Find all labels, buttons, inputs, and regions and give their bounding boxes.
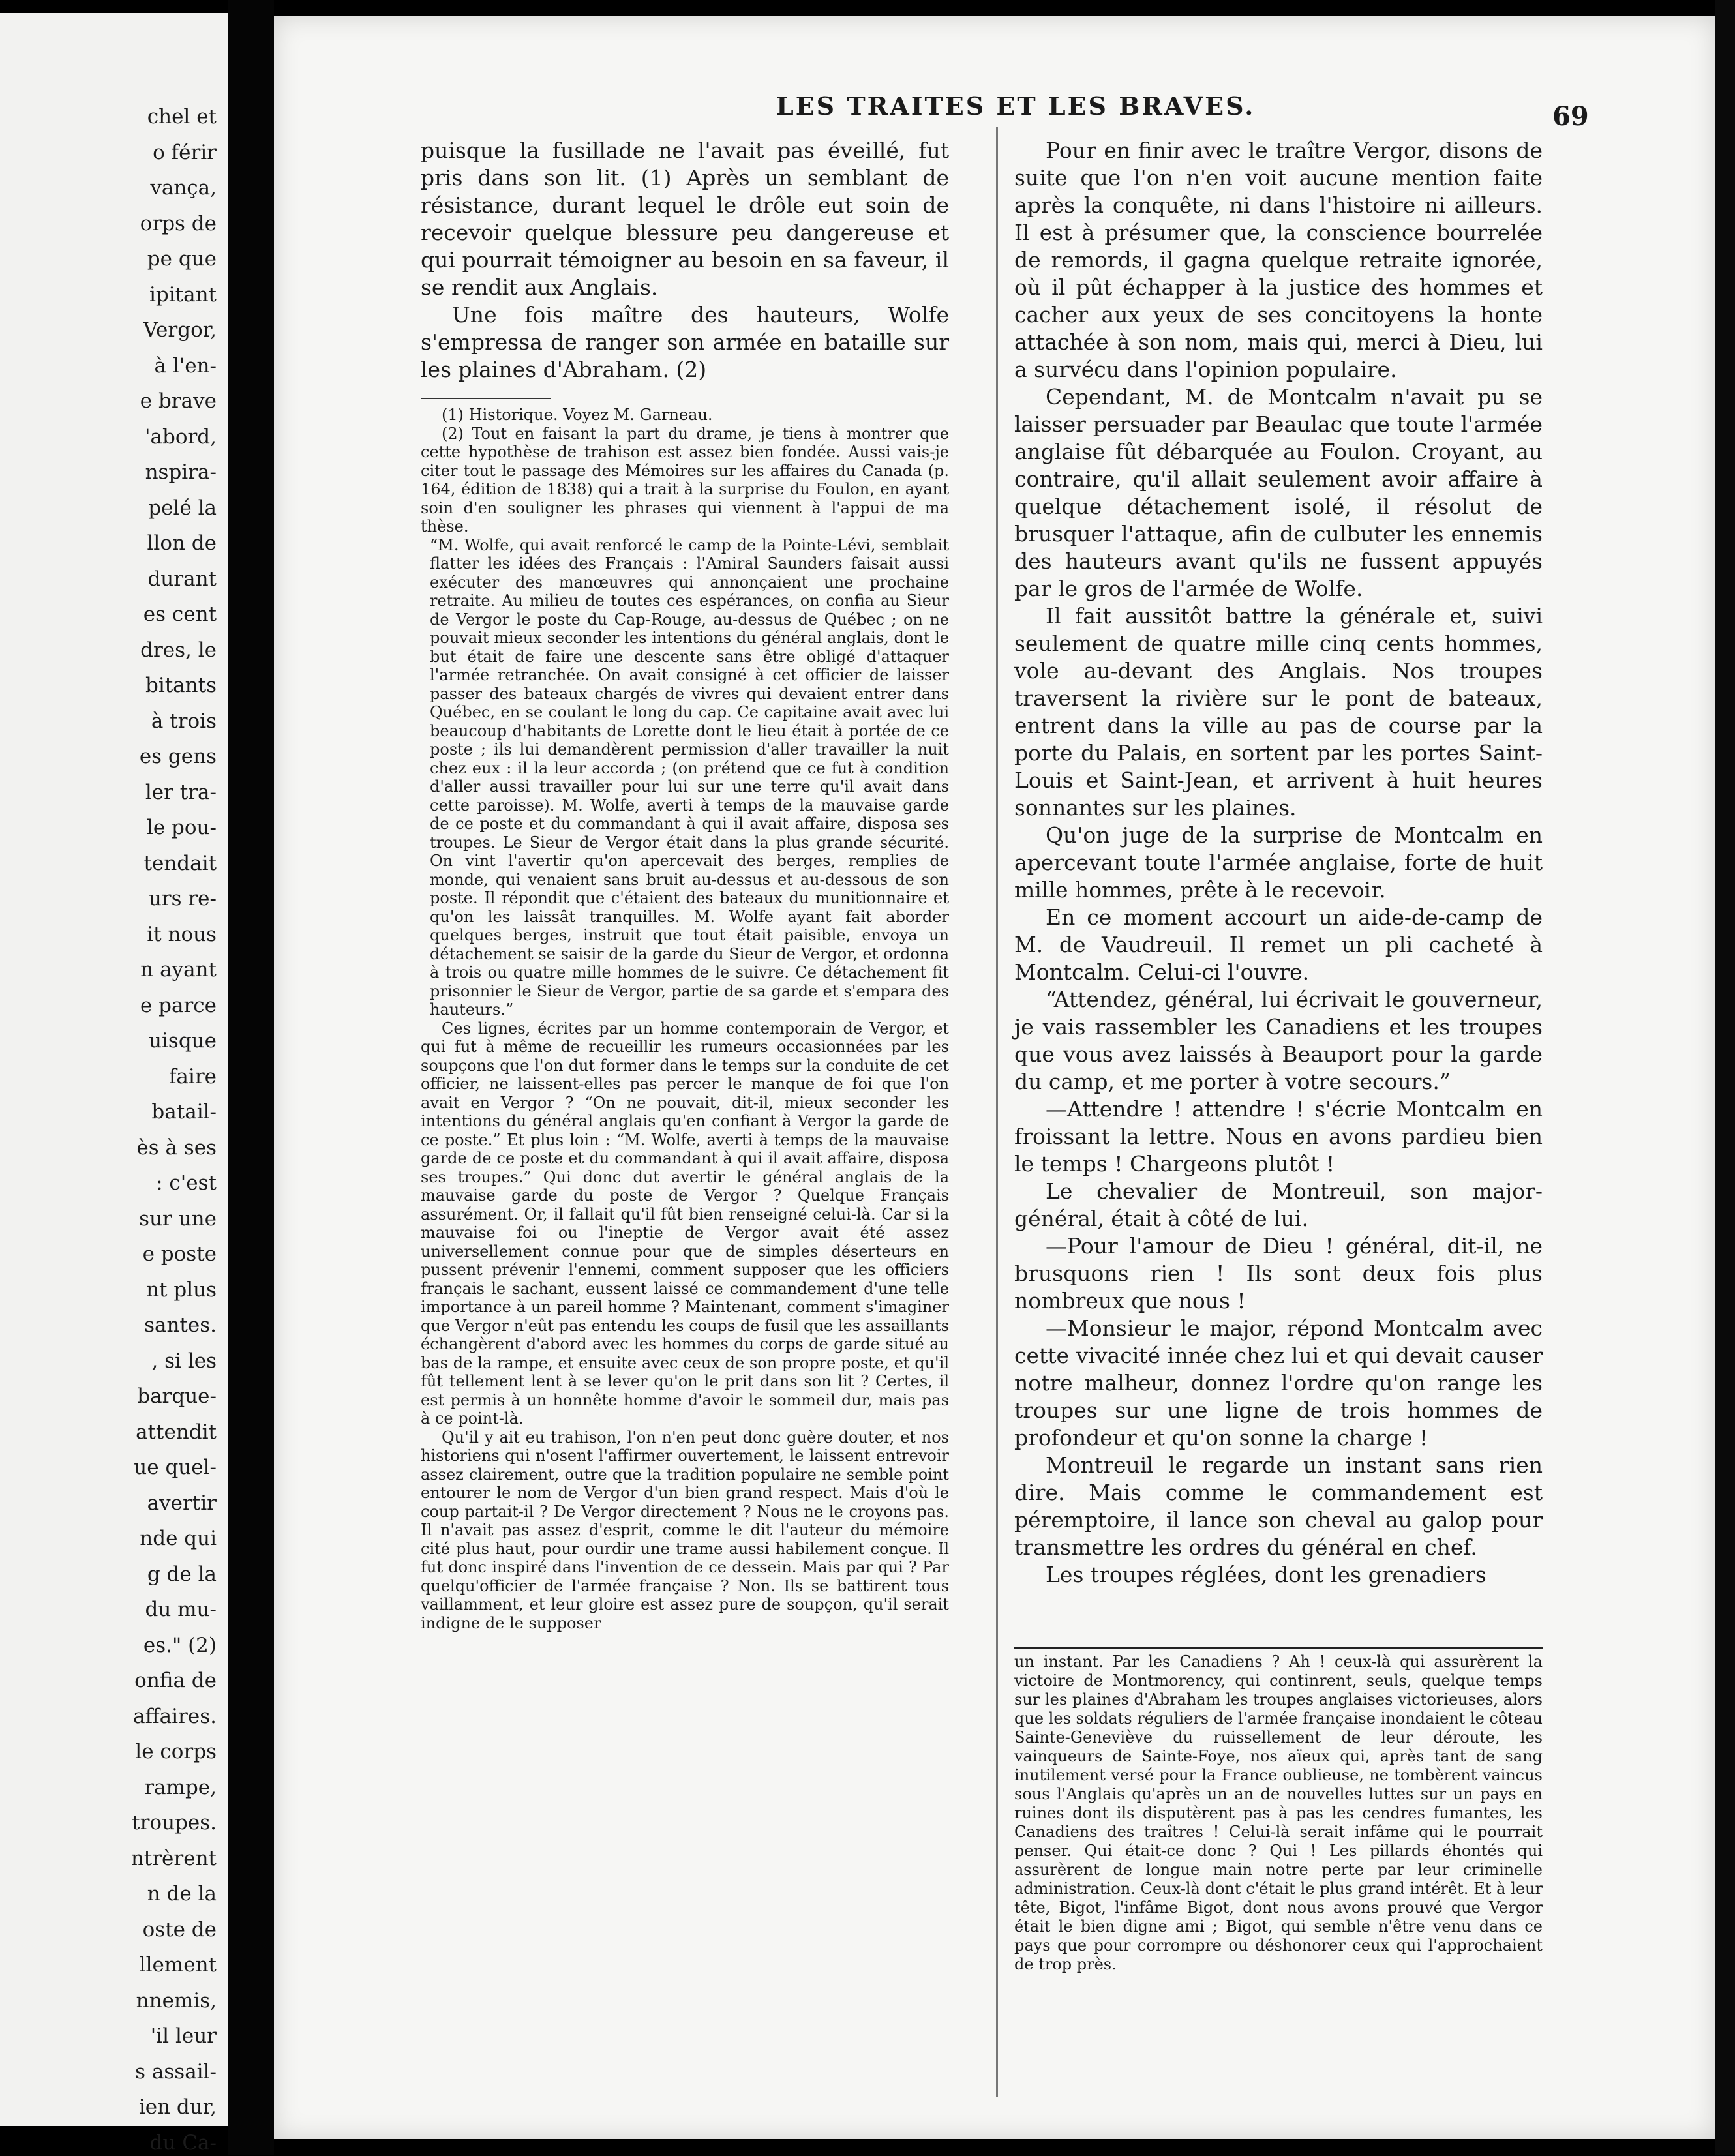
paragraph: —Monsieur le major, répond Montcalm avec cette vivacité innée chez lui et qui devait causer notre malheur, donnez l'ordre qu'on range les troupes sur une ligne de trois hommes de profondeur et qu'on sonne la charge ! xyxy=(1014,1315,1543,1450)
paragraph: “Attendez, général, lui écrivait le gouverneur, je vais rassembler les Canadiens et les troupes que vous avez laissés à Beauport pour la garde du camp, et me porter à votre secours.” xyxy=(1014,987,1543,1094)
scan-border xyxy=(1715,0,1735,2155)
footnote: Qu'il y ait eu trahison, l'on n'en peut donc guère douter, et nos historiens qui n'osent l'affirmer ouvertement, le laissent entrevoir assez clairement, outre que la tradition populaire ne semble point entourer le nom de Vergor d'un bien grand respect. Mais d'où le coup partait-il ? De Vergor directement ? Nous ne le croyons pas. Il n'avait pas assez d'esprit, comme le dit l'auteur du mémoire cité plus haut, pour ourdir une trame aussi habilement conçue. Il fut donc inspiré dans l'invention de ce dessein. Mais par qui ? Par quelqu'officier de l'armée française ? Non. Ils se battirent tous vaillamment, et leur gloire est assez pure de soupçon, qu'il serait indigne de le supposer xyxy=(421,1428,949,1632)
facing-page-text-fragment: nt plus xyxy=(146,1278,217,1302)
footnote: Ces lignes, écrites par un homme contemporain de Vergor, et qui fut à même de recueillir les rumeurs occasionnées par les soupçons que l'on dut former dans le temps sur la conduite de cet officier, ne laissent-elles pas percer le manque de foi que l'on avait en Vergor ? “On ne pouvait, dit-il, mieux seconder les intentions du général anglais qu'en confiant à Vergor la garde de ce poste.” Et plus loin : “M. Wolfe, averti à temps de la mauvaise garde de ce poste et du commandant à qui il avait affaire, disposa ses troupes.” Qui donc dut avertir le général anglais de la mauvaise garde du poste de Vergor ? Quelque Français assurément. Or, il fallait qu'il fût bien renseigné celui-là. Car si la mauvaise foi ou l'ineptie de Vergor avait été assez universellement connue pour que de simples déserteurs en pussent prévenir l'ennemi, comment supposer que les officiers français le sachant, eussent laissé ce commandement d'une telle importance à un pareil homme ? Maintenant, comment s'imaginer que Vergor n'eût pas entendu les coups de fusil que les assaillants échangèrent d'abord avec les hommes du corps de garde situé au bas de la rampe, et ensuite avec ceux de son propre poste, et qu'il fût tellement lent à se lever qu'on le prit dans son lit ? Certes, il est permis à un honnête homme d'avoir le sommeil dur, mais pas à ce point-là. xyxy=(421,1019,949,1428)
footnote: (2) Tout en faisant la part du drame, je tiens à montrer que cette hypothèse de trahison est assez bien fondée. Aussi vais-je citer tout le passage des Mémoires sur les affaires du Canada (p. 164, édition de 1838) qui a trait à la surprise du Foulon, en ayant soin d'en souligner les phrases qui viennent à l'appui de ma thèse. xyxy=(421,424,949,535)
facing-page-text-fragment: nnemis, xyxy=(136,1988,217,2013)
footnote-continuation: un instant. Par les Canadiens ? Ah ! ceux-là qui assurèrent la victoire de Montmorency, qui continrent, seuls, quelque temps sur les plaines d'Abraham les troupes anglaises victorieuses, alors que les soldats réguliers de l'armée française inondaient le côteau Sainte-Geneviève du ruissellement de leur déroute, les vainqueurs de Sainte-Foye, nos aïeux qui, après tant de sang inutilement versé pour la France oublieuse, ne tombèrent vaincus sous l'Anglais qu'après un an de nouvelles luttes sur un pays en ruines dont ils disputèrent pas à pas les cendres fumantes, les Canadiens des traîtres ! Celui-là serait infâme qui le pourrait penser. Qui était-ce donc ? Qui ! Les pillards éhontés qui assurèrent de longue main notre perte par leur criminelle administration. Ceux-là dont c'était le plus grand intérêt. Et à leur tête, Bigot, l'infâme Bigot, dont nous avons prouvé que Vergor était le bien digne ami ; Bigot, qui semble n'être venu dans ce pays que pour corrompre ou déshonorer ceux qui l'approchaient de trop près. xyxy=(1014,1653,1543,1973)
facing-page-text-fragment: Vergor, xyxy=(143,318,217,342)
facing-page-text-fragment: attendit xyxy=(136,1420,217,1444)
facing-page-text-fragment: faire xyxy=(168,1064,217,1088)
facing-page-text-fragment: affaires. xyxy=(133,1704,217,1728)
facing-page-text-fragment: pe que xyxy=(147,247,217,271)
facing-page-text-fragment: durant xyxy=(147,567,217,591)
facing-page-text-fragment: : c'est xyxy=(156,1171,217,1195)
paragraph: Il fait aussitôt battre la générale et, suivi seulement de quatre mille cinq cents hommes, vole au-devant des Anglais. Nos troupes traversent la rivière sur le pont de bateaux, entrent dans la ville au pas de course par la porte du Palais, en sortent par les portes Saint-Louis et Saint-Jean, et arrivent à huit heures sonnantes sur les plaines. xyxy=(1014,603,1543,820)
facing-page-text-fragment: orps de xyxy=(140,211,217,235)
facing-page-text-fragment: es cent xyxy=(143,603,217,626)
paragraph: Montreuil le regarde un instant sans rien dire. Mais comme le commandement est péremptoire, il lance son cheval au galop pour transmettre les ordres du général en chef. xyxy=(1014,1452,1543,1560)
facing-page-text-fragment: es." (2) xyxy=(143,1633,217,1657)
facing-page-text-fragment: o férir xyxy=(153,140,217,164)
facing-page-text-fragment: e parce xyxy=(140,993,217,1017)
footnote-rule xyxy=(421,398,551,399)
right-column xyxy=(1014,137,1543,1637)
paragraph: —Pour l'amour de Dieu ! général, dit-il, ne brusquons rien ! Ils sont deux fois plus nombreux que nous ! xyxy=(1014,1233,1543,1313)
facing-page-edge xyxy=(0,13,235,2155)
facing-page-text-fragment: n ayant xyxy=(140,958,217,981)
facing-page-text-fragment: e poste xyxy=(142,1242,217,1266)
facing-page-text-fragment: santes. xyxy=(144,1313,217,1337)
paragraph: puisque la fusillade ne l'avait pas éveillé, fut pris dans son lit. (1) Après un semblant de résistance, durant lequel le drôle eut soin de recevoir quelque blessure peu dangereuse et qui pourrait témoigner au besoin en sa faveur, il se rendit aux Anglais. xyxy=(421,138,949,300)
facing-page-text-fragment: s assail- xyxy=(135,2059,217,2084)
paragraph: Cependant, M. de Montcalm n'avait pu se laisser persuader par Beaulac que toute l'armée anglaise fût débarquée au Foulon. Croyant, au contraire, qu'il allait seulement avoir affaire à quelque détachement isolé, il résolut de brusquer l'attaque, afin de culbuter les ennemis des hauteurs avant qu'ils ne fussent appuyés par le gros de l'armée de Wolfe. xyxy=(1014,384,1543,601)
facing-page-text-fragment: ien dur, xyxy=(138,2095,217,2119)
footnote: (1) Historique. Voyez M. Garneau. xyxy=(442,406,713,424)
facing-page-text-fragment: à l'en- xyxy=(154,353,217,378)
facing-page-text-fragment: n de la xyxy=(147,1882,217,1906)
page-number: 69 xyxy=(1552,101,1589,132)
book-gutter xyxy=(228,0,274,2155)
facing-page-text-fragment: batail- xyxy=(151,1100,217,1124)
paragraph: Pour en finir avec le traître Vergor, disons de suite que l'on n'en voit aucune mention faite après la conquête, ni dans l'histoire ni ailleurs. Il est à présumer que, la conscience bourrelée de remords, il gagna quelque retraite ignorée, où il pût échapper à la justice des hommes et cacher aux yeux de ses concitoyens la honte attachée à son nom, mais qui, merci à Dieu, lui a survécu dans l'opinion populaire. xyxy=(1014,138,1543,382)
facing-page-text-fragment: troupes. xyxy=(132,1811,217,1834)
facing-page-text-fragment: ler tra- xyxy=(145,780,217,804)
facing-page-text-fragment: ès à ses xyxy=(136,1135,217,1160)
facing-page-text-fragment: g de la xyxy=(147,1562,217,1586)
facing-page-text-fragment: llon de xyxy=(147,532,217,555)
facing-page-text-fragment: es gens xyxy=(139,745,217,768)
paragraph: —Attendre ! attendre ! s'écrie Montcalm en froissant la lettre. Nous en avons pardieu bien le temps ! Chargeons plutôt ! xyxy=(1014,1096,1543,1176)
facing-page-text-fragment: chel et xyxy=(147,105,217,128)
facing-page-text-fragment: pelé la xyxy=(148,496,217,520)
facing-page-text-fragment: sur une xyxy=(139,1206,217,1231)
facing-page-text-fragment: nspira- xyxy=(145,460,217,484)
facing-page-text-fragment: ue quel- xyxy=(134,1456,217,1479)
facing-page-text-fragment: ntrèrent xyxy=(130,1846,217,1870)
facing-page-text-fragment: le pou- xyxy=(146,816,217,839)
footnote-quote: “M. Wolfe, qui avait renforcé le camp de la Pointe-Lévi, semblait flatter les idées des Français : l'Amiral Saunders faisait aussi exécuter des manœuvres qui annonçaient une prochaine retraite. Au milieu de toutes ces espérances, on confia au Sieur de Vergor le poste du Cap-Rouge, au-dessus de Québec ; on ne pouvait mieux seconder les intentions du général anglais, dont le but était de faire une descente sans être obligé d'attaquer l'armée retranchée. On avait consigné à cet officier de laisser passer des bateaux chargés de vivres qui devaient entrer dans Québec, en se coulant le long du cap. Ce capitaine avait avec lui beaucoup d'habitants de Lorette dont le lieu était à portée de ce poste ; ils lui demandèrent permission d'aller travailler la nuit chez eux : il la leur accorda ; (on prétend que ce fut à condition d'aller aussi travailler pour lui sur une terre qu'il avait dans cette paroisse). M. Wolfe, averti à temps de la mauvaise garde de ce poste et du commandant à qui il avait affaire, disposa ses troupes. Le Sieur de Vergor était dans la plus grande sécurité. On vint l'avertir qu'on apercevait des berges, remplies de monde, qui venaient sans bruit au-dessus et au-dessous de son poste. Il répondit que c'étaient des bateaux du munitionnaire et qu'on les laissât tranquilles. M. Wolfe ayant fait aborder quelques berges, instruit que tout était paisible, envoya un détachement se saisir de la garde du Sieur de Vergor, et ordonna à trois ou quatre mille hommes de le suivre. Ce détachement fit prisonnier le Sieur de Vergor, partie de sa garde et s'empara des hauteurs.” xyxy=(430,535,949,1019)
facing-page-text-fragment: du mu- xyxy=(145,1598,217,1621)
footnote-continuation-block xyxy=(1014,1647,1543,1974)
facing-page-text-fragment: it nous xyxy=(147,922,217,946)
facing-page-text-fragment: 'il leur xyxy=(150,2024,217,2048)
paragraph: Qu'on juge de la surprise de Montcalm en apercevant toute l'armée anglaise, forte de huit mille hommes, prête à le recevoir. xyxy=(1014,822,1543,903)
facing-page-text-fragment: llement xyxy=(139,1953,217,1977)
facing-page-text-fragment: à trois xyxy=(151,709,217,733)
running-title: LES TRAITES ET LES BRAVES. xyxy=(776,91,1256,121)
paragraph: Les troupes réglées, dont les grenadiers xyxy=(1046,1562,1486,1587)
paragraph: Une fois maître des hauteurs, Wolfe s'empressa de ranger son armée en bataille sur les plaines d'Abraham. (2) xyxy=(421,302,949,382)
column-rule xyxy=(996,127,998,2097)
facing-page-text-fragment: avertir xyxy=(147,1491,217,1515)
paragraph: En ce moment accourt un aide-de-camp de M. de Vaudreuil. Il remet un pli cacheté à Montcalm. Celui-ci l'ouvre. xyxy=(1014,905,1543,985)
facing-page-text-fragment: uisque xyxy=(149,1029,217,1053)
book-page xyxy=(274,16,1715,2139)
facing-page-text-fragment: oste de xyxy=(142,1917,217,1941)
facing-page-text-fragment: 'abord, xyxy=(144,425,217,449)
facing-page-text-fragment: e brave xyxy=(140,389,217,413)
facing-page-text-fragment: barque- xyxy=(137,1385,217,1408)
facing-page-text-fragment: vança, xyxy=(150,176,217,200)
facing-page-text-fragment: ipitant xyxy=(149,282,217,307)
facing-page-text-fragment: dres, le xyxy=(140,638,217,662)
left-column xyxy=(421,137,949,1632)
facing-page-text-fragment: le corps xyxy=(135,1740,217,1763)
facing-page-text-fragment: nde qui xyxy=(140,1527,217,1550)
facing-page-text-fragment: rampe, xyxy=(144,1775,217,1799)
facing-page-text-fragment: bitants xyxy=(145,674,217,697)
facing-page-text-fragment: du Ca- xyxy=(149,2131,217,2155)
facing-page-text-fragment: onfia de xyxy=(134,1669,217,1692)
paragraph: Le chevalier de Montreuil, son major-général, était à côté de lui. xyxy=(1014,1178,1543,1231)
facing-page-text-fragment: tendait xyxy=(143,851,217,875)
facing-page-text-fragment: , si les xyxy=(151,1349,217,1373)
facing-page-text-fragment: urs re- xyxy=(148,887,217,910)
